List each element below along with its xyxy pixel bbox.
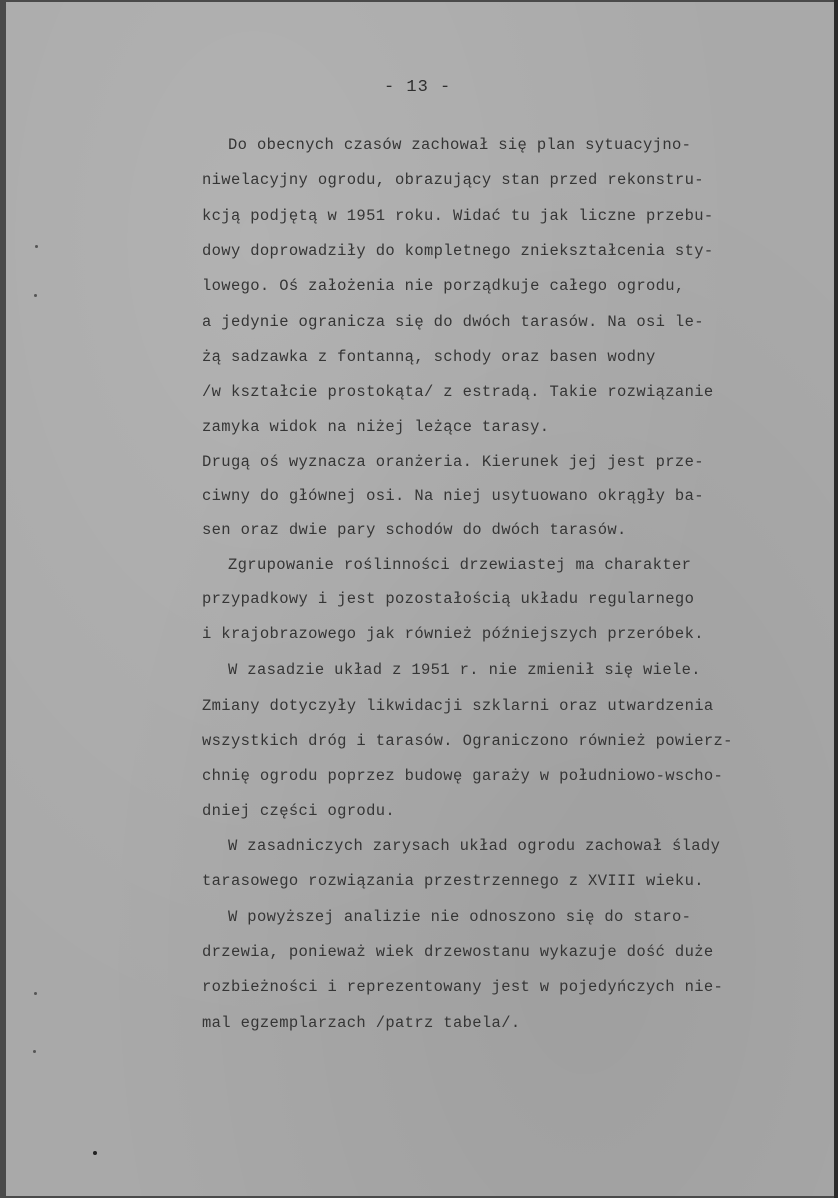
text-line: dowy doprowadziły do kompletnego zniekształcenia sty-	[202, 242, 714, 260]
punch-mark	[93, 1151, 97, 1155]
text-line: drzewia, ponieważ wiek drzewostanu wykazuje dość duże	[202, 943, 714, 961]
text-line: W powyższej analizie nie odnoszono się do staro-	[228, 908, 692, 926]
text-line: zamyka widok na niżej leżące tarasy.	[202, 418, 550, 436]
text-line: wszystkich dróg i tarasów. Ograniczono również powierz-	[202, 732, 733, 750]
text-line: W zasadniczych zarysach układ ogrodu zachował ślady	[228, 837, 721, 855]
text-line: chnię ogrodu poprzez budowę garaży w południowo-wscho-	[202, 767, 724, 785]
text-line: Zmiany dotyczyły likwidacji szklarni oraz utwardzenia	[202, 697, 714, 715]
text-line: dniej części ogrodu.	[202, 802, 396, 820]
text-line: /w kształcie prostokąta/ z estradą. Takie rozwiązanie	[202, 383, 714, 401]
punch-mark	[34, 294, 37, 297]
text-line: Zgrupowanie roślinności drzewiastej ma charakter	[228, 556, 692, 574]
text-line: rozbieżności i reprezentowany jest w pojedyńczych nie-	[202, 978, 724, 996]
text-line: mal egzemplarzach /patrz tabela/.	[202, 1014, 521, 1032]
text-line: żą sadzawka z fontanną, schody oraz basen wodny	[202, 348, 656, 366]
text-line: sen oraz dwie pary schodów do dwóch tarasów.	[202, 521, 627, 539]
text-line: Drugą oś wyznacza oranżeria. Kierunek jej jest prze-	[202, 453, 704, 471]
punch-mark	[33, 1050, 36, 1053]
text-line: tarasowego rozwiązania przestrzennego z XVIII wieku.	[202, 872, 704, 890]
text-line: przypadkowy i jest pozostałością układu regularnego	[202, 590, 695, 608]
text-line: Do obecnych czasów zachował się plan sytuacyjno-	[228, 136, 692, 154]
punch-mark	[34, 992, 37, 995]
page-number: - 13 -	[384, 78, 452, 97]
text-line: niwelacyjny ogrodu, obrazujący stan przed rekonstru-	[202, 171, 704, 189]
text-line: W zasadzie układ z 1951 r. nie zmienił się wiele.	[228, 661, 701, 679]
punch-mark	[35, 245, 38, 248]
text-line: kcją podjętą w 1951 roku. Widać tu jak liczne przebu-	[202, 207, 714, 225]
text-line: i krajobrazowego jak również późniejszych przeróbek.	[202, 625, 704, 643]
text-line: lowego. Oś założenia nie porządkuje całego ogrodu,	[202, 277, 685, 295]
text-line: ciwny do głównej osi. Na niej usytuowano okrągły ba-	[202, 487, 704, 505]
text-line: a jedynie ogranicza się do dwóch tarasów. Na osi le-	[202, 313, 704, 331]
